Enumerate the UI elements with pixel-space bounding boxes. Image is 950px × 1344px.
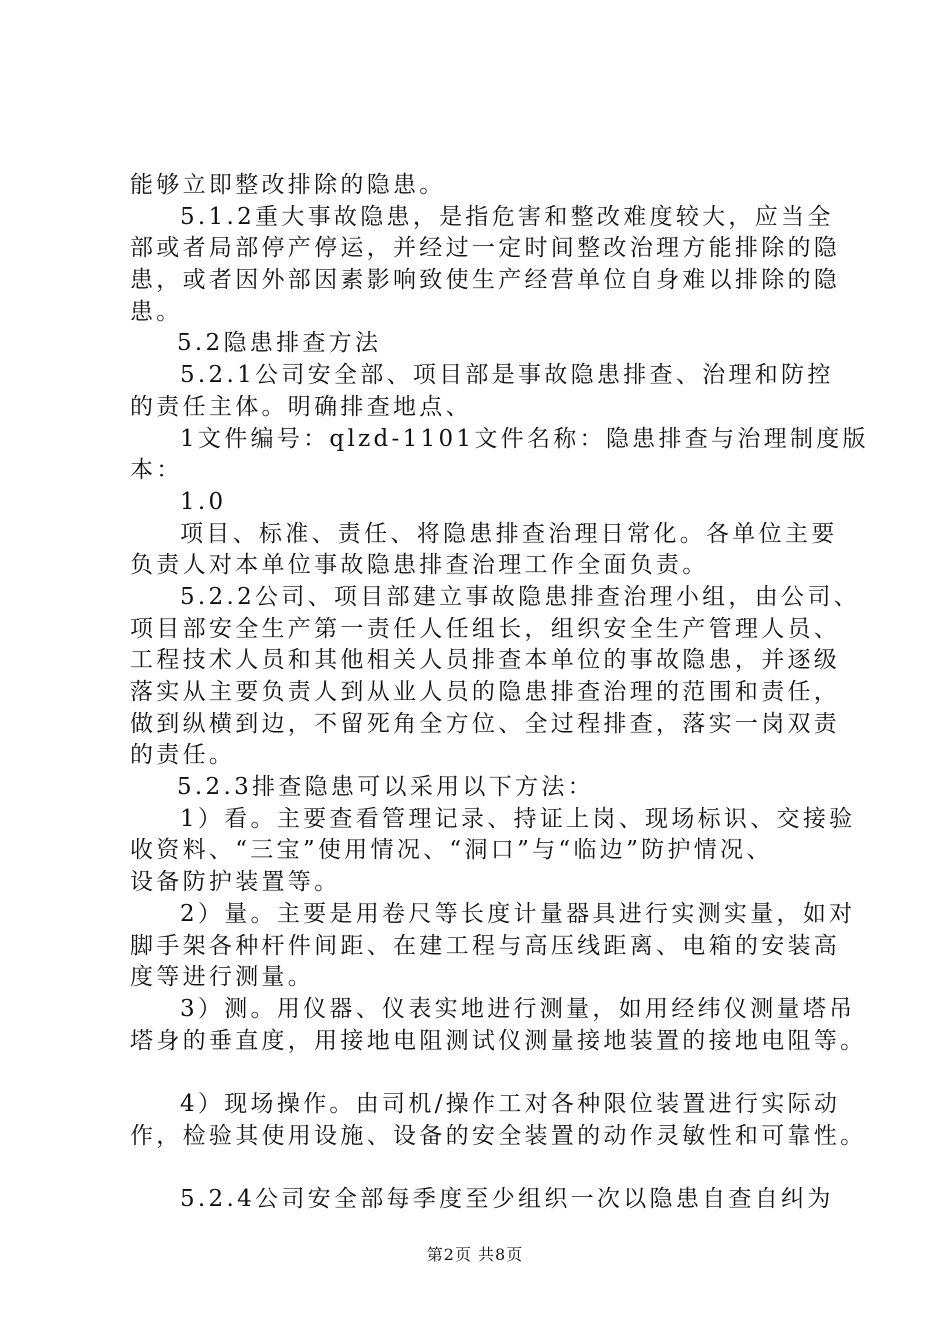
text-line: 作，检验其使用设施、设备的安全装置的动作灵敏性和可靠性。 — [130, 1122, 867, 1149]
text-line: 3）测。用仪器、仪表实地进行测量，如用经纬仪测量塔吊 — [180, 995, 856, 1022]
text-line: 塔身的垂直度，用接地电阻测试仪测量接地装置的接地电阻等。 — [130, 1027, 867, 1054]
text-line: 设备防护装置等。 — [130, 869, 341, 896]
blank-line — [130, 1152, 850, 1184]
text-line: 5.2.1公司安全部、项目部是事故隐患排查、治理和防控 — [180, 362, 834, 389]
text-line: 项目、标准、责任、将隐患排查治理日常化。各单位主要 — [180, 520, 838, 547]
text-line: 的责任主体。明确排查地点、 — [130, 393, 472, 420]
document-body — [130, 170, 869, 1216]
text-line: 脚手架各种杆件间距、在建工程与高压线距离、电箱的安装高 — [130, 932, 841, 959]
header-fragment-line: 1文件编号：qlzd-1101文件名称：隐患排查与治理制度版 — [180, 425, 869, 452]
text-line: 5.1.2重大事故隐患，是指危害和整改难度较大，应当全 — [180, 203, 834, 230]
text-line: 5.2.4公司安全部每季度至少组织一次以隐患自查自纠为 — [180, 1186, 834, 1212]
text-line: 项目部安全生产第一责任人任组长，组织安全生产管理人员、 — [130, 615, 841, 642]
text-line: 收资料、“三宝”使用情况、“洞口”与“临边”防护情况、 — [130, 837, 773, 864]
page-number-footer: 第2页 共8页 — [426, 1245, 524, 1264]
text-line: 能够立即整改排除的隐患。 — [130, 172, 446, 198]
blank-line — [130, 1057, 850, 1089]
text-line: 5.2.3排查隐患可以采用以下方法： — [177, 774, 594, 801]
text-line: 的责任。 — [130, 742, 236, 769]
text-line: 落实从主要负责人到从业人员的隐患排查治理的范围和责任， — [130, 679, 841, 705]
text-line: 负责人对本单位事故隐患排查治理工作全面负责。 — [130, 552, 709, 579]
section-heading: 5.2隐患排查方法 — [177, 330, 382, 357]
text-line: 做到纵横到边，不留死角全方位、全过程排查，落实一岗双责 — [130, 710, 841, 737]
text-line: 患。 — [130, 298, 183, 325]
text-line: 1）看。主要查看管理记录、持证上岗、现场标识、交接验 — [180, 805, 856, 832]
version-line: 1.0 — [180, 488, 227, 515]
text-line: 2）量。主要是用卷尺等长度计量器具进行实测实量，如对 — [180, 900, 856, 927]
text-line: 工程技术人员和其他相关人员排查本单位的事故隐患，并逐级 — [130, 647, 841, 674]
text-line: 部或者局部停产停运，并经过一定时间整改治理方能排除的隐 — [130, 235, 841, 262]
text-line: 患，或者因外部因素影响致使生产经营单位自身难以排除的隐 — [130, 267, 841, 294]
text-line: 5.2.2公司、项目部建立事故隐患排查治理小组，由公司、 — [180, 583, 860, 610]
text-line: 4）现场操作。由司机/操作工对各种限位装置进行实际动 — [180, 1090, 841, 1117]
header-fragment-line: 本： — [130, 457, 183, 484]
text-line: 度等进行测量。 — [130, 964, 315, 991]
